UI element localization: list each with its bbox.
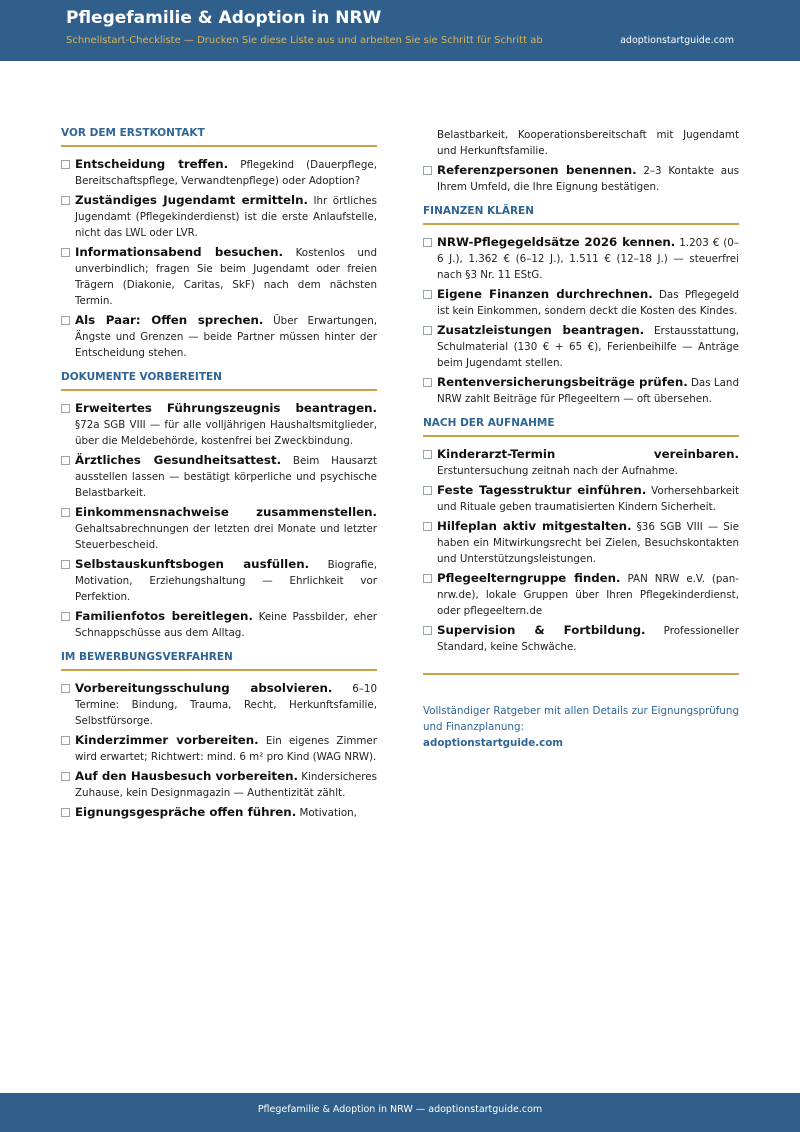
item-text: Ihr örtliches Jugendamt (Pflegekinderdienst) ist die erste Anlaufstelle, nicht das LWL oder LVR. [75, 195, 377, 239]
checklist-item [61, 608, 377, 641]
item-text: Kostenlos und unverbindlich; fragen Sie beim Jugendamt oder freien Trägern (Diakonie, Caritas, SkF) nach dem nächsten Termin. [75, 247, 377, 307]
checklist-item [423, 374, 739, 407]
item-heading: Zuständiges Jugendamt ermitteln. [75, 193, 308, 207]
checkbox-icon[interactable] [61, 196, 70, 205]
item-heading: Hilfeplan aktiv mitgestalten. [437, 519, 632, 533]
checkbox-icon[interactable] [61, 736, 70, 745]
item-heading: Rentenversicherungsbeiträge prüfen. [437, 375, 688, 389]
item-text: Biografie, Motivation, Erziehungshaltung — Ehrlichkeit vor Perfektion. [75, 559, 378, 603]
checkbox-icon[interactable] [423, 486, 432, 495]
checkbox-icon[interactable] [61, 160, 70, 169]
checklist-item [61, 556, 377, 605]
continued-text: Belastbarkeit, Kooperationsbereitschaft mit Jugendamt und Herkunftsfamilie. [437, 129, 739, 157]
checklist-item [61, 732, 377, 765]
item-heading: Eigene Finanzen durchrechnen. [437, 287, 653, 301]
item-text: 2–3 Kontakte aus Ihrem Umfeld, die Ihre Eignung bestätigen. [437, 165, 739, 193]
checklist-item [61, 400, 377, 449]
item-text: Das Pflegegeld ist kein Einkommen, sondern deckt die Kosten des Kindes. [437, 289, 739, 317]
checkbox-icon[interactable] [61, 612, 70, 621]
right-column [423, 127, 739, 751]
item-heading: Kinderarzt-Termin vereinbaren. [437, 447, 739, 461]
call-to-action [423, 703, 739, 751]
checklist-item [61, 156, 377, 189]
item-heading: Vorbereitungsschulung absolvieren. [75, 681, 333, 695]
checklist-item [423, 322, 739, 371]
checklist-item [61, 504, 377, 553]
cta-link[interactable]: adoptionstartguide.com [423, 737, 564, 749]
item-text: Kindersicheres Zuhause, kein Designmagazin — Authentizität zählt. [75, 771, 377, 799]
item-heading: NRW-Pflegegeldsätze 2026 kennen. [437, 235, 676, 249]
checklist-item [61, 768, 377, 801]
section-title: VOR DEM ERSTKONTAKT [61, 127, 377, 147]
item-heading: Selbstauskunftsbogen ausfüllen. [75, 557, 310, 571]
checkbox-icon[interactable] [61, 684, 70, 693]
section-title: FINANZEN KLÄREN [423, 205, 739, 225]
checkbox-icon[interactable] [61, 456, 70, 465]
footer-text: Pflegefamilie & Adoption in NRW — adoptionstartguide.com [257, 1104, 543, 1115]
checkbox-icon[interactable] [423, 290, 432, 299]
item-heading: Erweitertes Führungszeugnis beantragen. [75, 401, 377, 415]
checkbox-icon[interactable] [61, 808, 70, 817]
page-subtitle: Schnellstart-Checkliste — Drucken Sie diese Liste aus und arbeiten Sie sie Schritt für Schritt ab [66, 35, 543, 46]
item-text: Professioneller Standard, keine Schwäche. [437, 625, 739, 653]
item-text: Das Land NRW zahlt Beiträge für Pflegeeltern — oft übersehen. [437, 377, 739, 405]
checkbox-icon[interactable] [423, 326, 432, 335]
checkbox-icon[interactable] [423, 166, 432, 175]
checklist-item [61, 804, 377, 821]
checklist-item [61, 452, 377, 501]
checklist-item [423, 518, 739, 567]
item-text: Vorhersehbarkeit und Rituale geben traumatisierten Kindern Sicherheit. [437, 485, 739, 513]
checkbox-icon[interactable] [423, 574, 432, 583]
left-column [61, 127, 377, 831]
item-text: Keine Passbilder, eher Schnappschüsse aus dem Alltag. [75, 611, 378, 639]
page-header [0, 0, 800, 61]
checkbox-icon[interactable] [61, 316, 70, 325]
checklist-item [423, 570, 739, 619]
page-footer [0, 1093, 800, 1132]
item-text: Motivation, [296, 807, 357, 819]
checklist-item [423, 234, 739, 283]
item-text: 6–10 Termine: Bindung, Trauma, Recht, Herkunftsfamilie, Selbstfürsorge. [75, 683, 377, 727]
item-heading: Supervision & Fortbildung. [437, 623, 646, 637]
checklist-section [423, 417, 739, 655]
checklist-item [61, 244, 377, 309]
checklist-item [423, 482, 739, 515]
item-heading: Eignungsgespräche offen führen. [75, 805, 297, 819]
checkbox-icon[interactable] [61, 404, 70, 413]
checklist-section [61, 651, 377, 821]
item-text: Erstuntersuchung zeitnah nach der Aufnahme. [437, 465, 678, 477]
item-heading: Als Paar: Offen sprechen. [75, 313, 264, 327]
item-heading: Familienfotos bereitlegen. [75, 609, 253, 623]
item-text: Beim Hausarzt ausstellen lassen — bestätigt körperliche und psychische Belastbarkeit. [75, 455, 377, 499]
checkbox-icon[interactable] [423, 522, 432, 531]
item-heading: Informationsabend besuchen. [75, 245, 284, 259]
item-text: 1.203 € (0–6 J.), 1.362 € (6–12 J.), 1.511 € (12–18 J.) — steuerfrei nach §3 Nr. 11 EStG. [437, 237, 739, 281]
item-text: Über Erwartungen, Ängste und Grenzen — beide Partner müssen hinter der Entscheidung stehen. [75, 315, 377, 359]
item-heading: Referenzpersonen benennen. [437, 163, 637, 177]
page-title: Pflegefamilie & Adoption in NRW [66, 8, 382, 28]
checklist-section [61, 371, 377, 641]
checklist-item [423, 622, 739, 655]
item-heading: Feste Tagesstruktur einführen. [437, 483, 647, 497]
item-text: Gehaltsabrechnungen der letzten drei Monate und letzter Steuerbescheid. [75, 523, 377, 551]
item-text: §36 SGB VIII — Sie haben ein Mitwirkungsrecht bei Zielen, Besuchskontakten und Unterstützungsleistungen. [437, 521, 739, 565]
section-title: IM BEWERBUNGSVERFAHREN [61, 651, 377, 671]
item-heading: Kinderzimmer vorbereiten. [75, 733, 259, 747]
checklist-item [61, 312, 377, 361]
checkbox-icon[interactable] [61, 248, 70, 257]
item-heading: Einkommensnachweise zusammenstellen. [75, 505, 377, 519]
checklist-section [61, 127, 377, 361]
item-text: Ein eigenes Zimmer wird erwartet; Richtwert: mind. 6 m² pro Kind (WAG NRW). [75, 735, 377, 763]
checklist-item [61, 192, 377, 241]
item-text: Pflegekind (Dauerpflege, Bereitschaftspflege, Verwandtenpflege) oder Adoption? [75, 159, 378, 187]
cta-text: Vollständiger Ratgeber mit allen Details zur Eignungsprüfung und Finanzplanung: [423, 705, 739, 733]
section-title: DOKUMENTE VORBEREITEN [61, 371, 377, 391]
checklist-item [423, 286, 739, 319]
checkbox-icon[interactable] [61, 772, 70, 781]
item-heading: Auf den Hausbesuch vorbereiten. [75, 769, 298, 783]
closing-rule [423, 673, 739, 675]
item-text: Erstausstattung, Schulmaterial (130 € + 65 €), Ferienbeihilfe — Anträge beim Jugendamt stellen. [437, 325, 739, 369]
checklist-item [61, 680, 377, 729]
item-heading: Pflegeelterngruppe finden. [437, 571, 621, 585]
checkbox-icon[interactable] [61, 560, 70, 569]
item-heading: Entscheidung treffen. [75, 157, 229, 171]
item-text: §72a SGB VIII — für alle volljährigen Haushaltsmitglieder, über die Meldebehörde, kostenfrei bei Zweckbindung. [75, 419, 377, 447]
item-text: PAN NRW e.V. (pan-nrw.de), lokale Gruppen über Ihren Pflegekinderdienst, oder pflegeeltern.de [437, 573, 739, 617]
header-url[interactable]: adoptionstartguide.com [620, 35, 734, 46]
checkbox-icon[interactable] [423, 378, 432, 387]
item-heading: Ärztliches Gesundheitsattest. [75, 453, 282, 467]
checkbox-icon[interactable] [61, 508, 70, 517]
checklist-item [423, 162, 739, 195]
item-heading: Zusatzleistungen beantragen. [437, 323, 645, 337]
checkbox-icon[interactable] [423, 450, 432, 459]
checkbox-icon[interactable] [423, 626, 432, 635]
checklist-section [423, 205, 739, 407]
checklist-item [423, 446, 739, 479]
checkbox-icon[interactable] [423, 238, 432, 247]
section-title: NACH DER AUFNAHME [423, 417, 739, 437]
